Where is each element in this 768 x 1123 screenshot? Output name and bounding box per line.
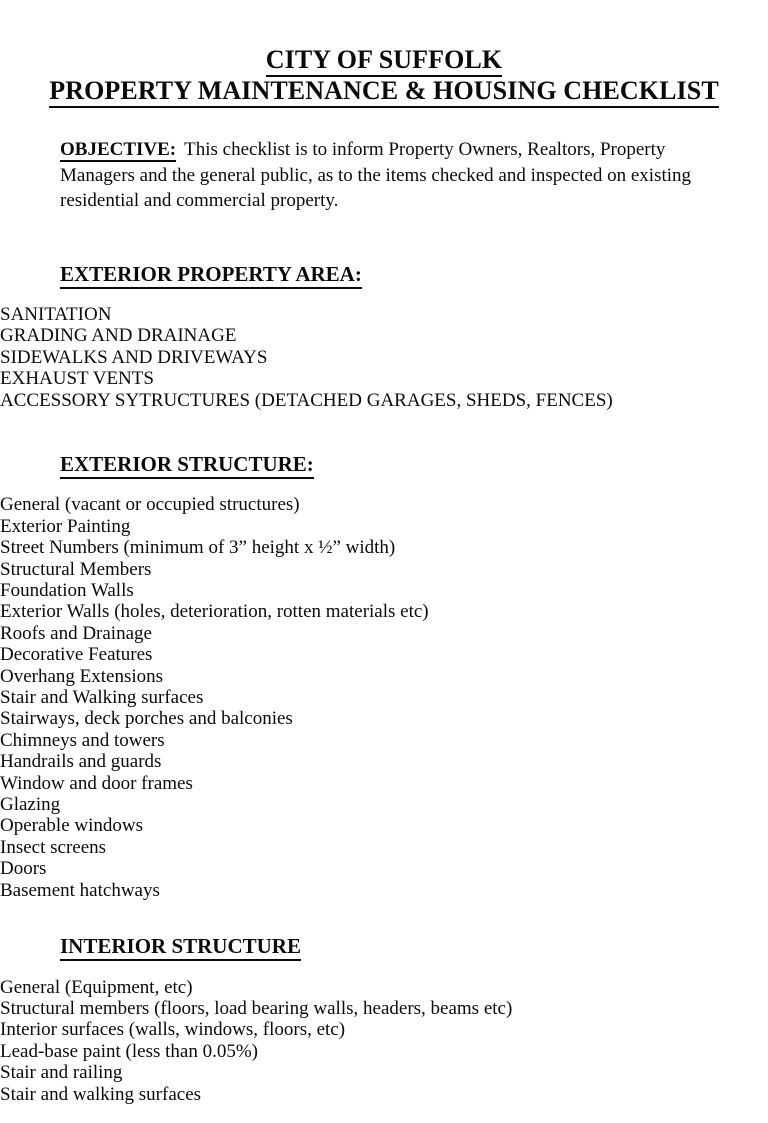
- objective-label: OBJECTIVE:: [60, 139, 177, 160]
- list-exterior-structure: [0, 494, 768, 901]
- list-item: Chimneys and towers: [0, 729, 165, 751]
- list-item: Handrails and guards: [0, 751, 162, 773]
- list-item: Basement hatchways: [0, 879, 160, 901]
- list-item: General (Equipment, etc): [0, 976, 193, 998]
- list-item: Window and door frames: [0, 772, 193, 794]
- list-interior-structure: [0, 977, 768, 1105]
- list-item: Lead-base paint (less than 0.05%): [0, 1040, 258, 1062]
- heading-exterior-structure-text: EXTERIOR STRUCTURE:: [60, 452, 314, 479]
- heading-exterior-property-area: [0, 261, 768, 287]
- section-exterior-property-area: [0, 261, 768, 411]
- title-line-1: [0, 44, 768, 75]
- list-item: Overhang Extensions: [0, 665, 164, 687]
- objective-section: [0, 137, 768, 214]
- list-item: Interior surfaces (walls, windows, floors, etc): [0, 1019, 346, 1041]
- list-item: Insect screens: [0, 836, 107, 858]
- heading-exterior-structure: [0, 451, 768, 477]
- list-item: Structural members (floors, load bearing walls, headers, beams etc): [0, 997, 513, 1019]
- list-item: Exterior Painting: [0, 515, 131, 537]
- list-item: Stair and Walking surfaces: [0, 687, 204, 709]
- document-title: [0, 0, 768, 106]
- list-item: Doors: [0, 858, 47, 880]
- section-interior-structure: [0, 933, 768, 1105]
- list-item: Stairways, deck porches and balconies: [0, 708, 293, 730]
- list-item: Exterior Walls (holes, deterioration, rotten materials etc): [0, 601, 429, 623]
- list-item: GRADING AND DRAINAGE: [0, 325, 237, 347]
- objective-text: This checklist is to inform Property Owners, Realtors, Property Managers and the general public, as to the items checked and inspected on existing residential and commercial property.: [60, 139, 692, 211]
- section-exterior-structure: [0, 451, 768, 901]
- list-item: Stair and walking surfaces: [0, 1083, 202, 1105]
- list-item: EXHAUST VENTS: [0, 368, 154, 390]
- title-line-2-text: PROPERTY MAINTENANCE & HOUSING CHECKLIST: [49, 76, 719, 108]
- heading-interior-structure-text: INTERIOR STRUCTURE: [60, 934, 301, 961]
- title-line-1-text: CITY OF SUFFOLK: [266, 45, 502, 77]
- list-exterior-property-area: [0, 304, 768, 411]
- list-item: Decorative Features: [0, 644, 153, 666]
- list-item: Stair and railing: [0, 1062, 123, 1084]
- list-item: SANITATION: [0, 303, 112, 325]
- list-item: General (vacant or occupied structures): [0, 494, 300, 516]
- list-item: Operable windows: [0, 815, 143, 837]
- list-item: ACCESSORY SYTRUCTURES (DETACHED GARAGES, SHEDS, FENCES): [0, 389, 613, 411]
- heading-interior-structure: [0, 933, 768, 959]
- list-item: Glazing: [0, 794, 61, 816]
- heading-exterior-property-area-text: EXTERIOR PROPERTY AREA:: [60, 262, 362, 289]
- list-item: Foundation Walls: [0, 580, 134, 601]
- list-item: Street Numbers (minimum of 3” height x ½” width): [0, 537, 396, 559]
- list-item: Structural Members: [0, 558, 152, 580]
- title-line-2: [0, 75, 768, 106]
- list-item: SIDEWALKS AND DRIVEWAYS: [0, 346, 268, 368]
- list-item: Roofs and Drainage: [0, 622, 152, 644]
